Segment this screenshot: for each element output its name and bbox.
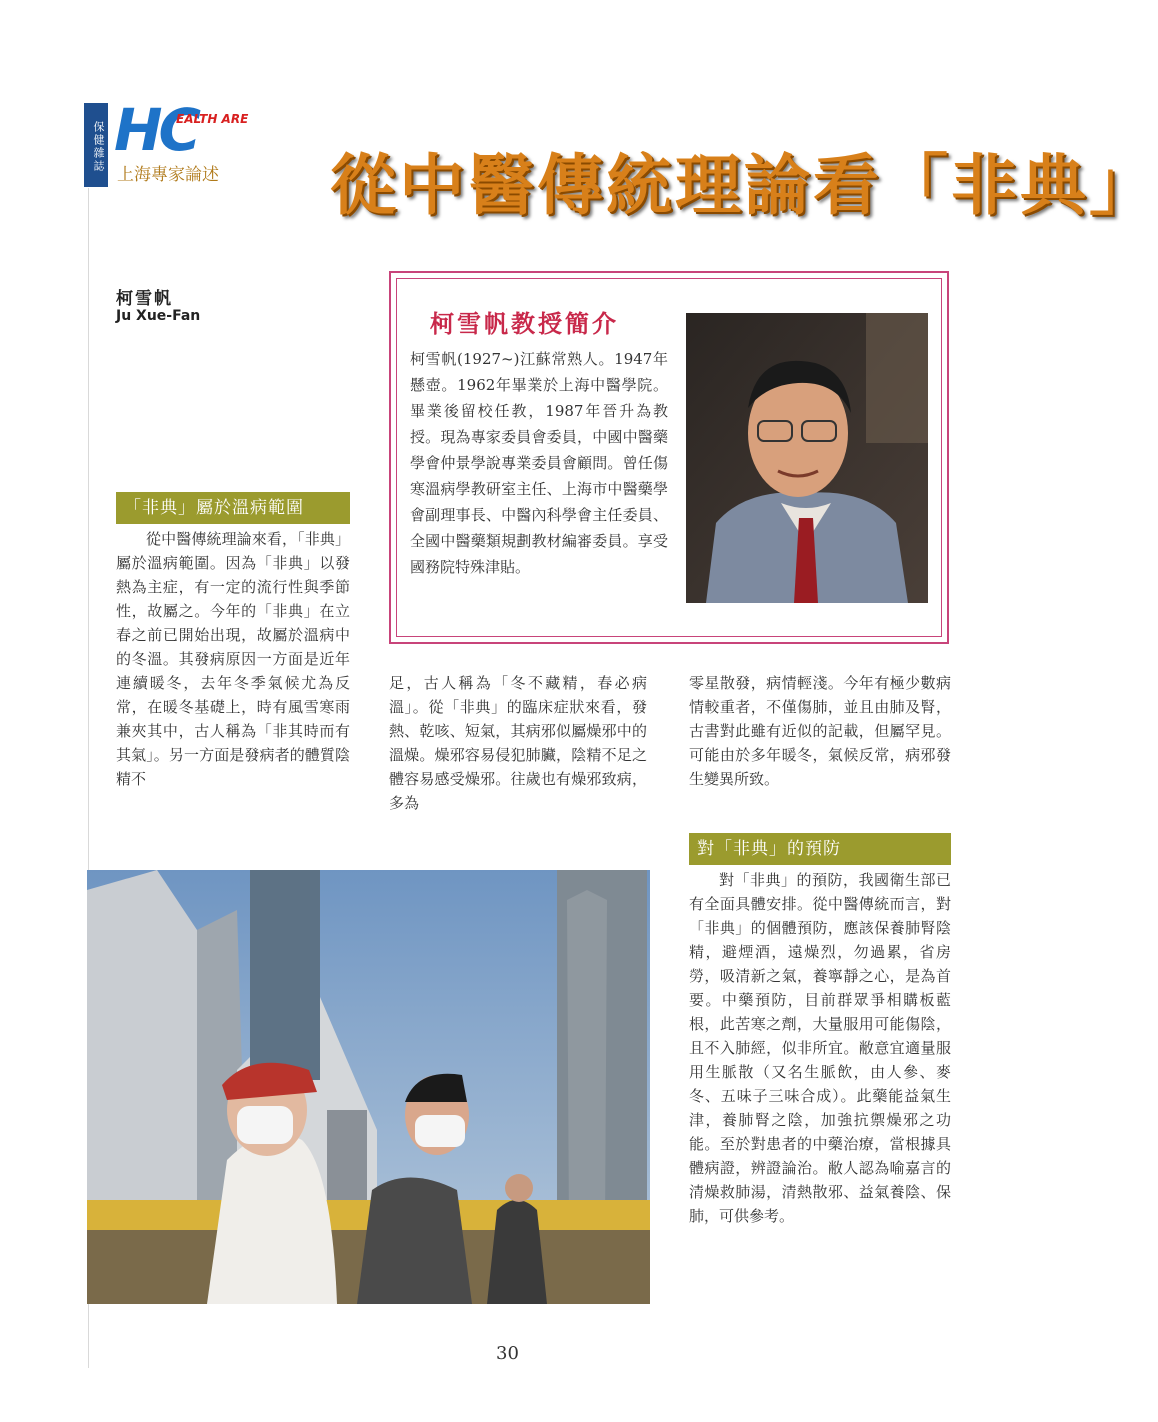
bio-text: 柯雪帆(1927~)江蘇常熟人。1947年懸壺。1962年畢業於上海中醫學院。畢業後留校任教，1987年晉升為教授。現為專家委員會委員，中國中醫藥學會仲景學說專業委員會顧問。曾任傷寒溫病學教研室主任、上海市中醫藥學會副理事長、中醫內科學會主任委員、全國中醫藥類規劃教材編審委員。享受國務院特殊津貼。 <box>410 350 668 576</box>
page-number: 30 <box>496 1343 519 1364</box>
hc-logo-subtext: EALTH ARE <box>176 112 249 126</box>
column-text-2: 足，古人稱為「冬不藏精，春必病溫」。從「非典」的臨床症狀來看，發熱、乾咳、短氣，其病邪似屬燥邪中的溫燥。燥邪容易侵犯肺臟，陰精不足之體容易感受燥邪。往歲也有燥邪致病，多為 <box>389 674 647 812</box>
column-text-4: 對「非典」的預防，我國衛生部已有全面具體安排。從中醫傳統而言，對「非典」的個體預防，應該保養肺腎陰精，避煙酒，遠燥烈，勿過累，省房勞，吸清新之氣，養寧靜之心，是為首要。中藥預防，目前群眾爭相購板藍根，此苦寒之劑，大量服用可能傷陰，且不入肺經，似非所宜。敝意宜適量服用生脈散（又名生脈飲，由人參、麥冬、五味子三味合成）。此藥能益氣生津，養肺腎之陰，加強抗禦燥邪之功能。至於對患者的中藥治療，當根據具體病證，辨證論治。敝人認為喻嘉言的清燥救肺湯，清熱散邪、益氣養陰、保肺，可供參考。 <box>689 871 951 1225</box>
section-heading-warm-disease: 「非典」屬於溫病範圍 <box>116 492 350 524</box>
author-name-en: Ju Xue-Fan <box>116 308 201 324</box>
magazine-sidebar-label: 保健雜誌 <box>84 103 108 187</box>
bio-title: 柯雪帆教授簡介 <box>430 309 619 338</box>
article-title: 從中醫傳統理論看「非典」 <box>330 147 1158 224</box>
hc-logo: HC <box>114 96 198 164</box>
street-photo-masked-pedestrians <box>87 870 650 1304</box>
column-name: 上海專家論述 <box>117 165 219 185</box>
section-heading-prevention: 對「非典」的預防 <box>689 833 951 865</box>
author-name-zh: 柯雪帆 <box>116 289 173 309</box>
column-text-3: 零星散發，病情輕淺。今年有極少數病情較重者，不僅傷肺，並且由肺及腎，古書對此雖有近似的記載，但屬罕見。可能由於多年暖冬，氣候反常，病邪發生變異所致。 <box>689 674 951 788</box>
author-portrait-photo <box>686 313 928 603</box>
column-text-1: 從中醫傳統理論來看，「非典」屬於溫病範圍。因為「非典」以發熱為主症，有一定的流行性與季節性，故屬之。今年的「非典」在立春之前已開始出現，故屬於溫病中的冬溫。其發病原因一方面是近年連續暖冬，去年冬季氣候尤為反常，在暖冬基礎上，時有風雪寒雨兼夾其中，古人稱為「非其時而有其氣」。另一方面是發病者的體質陰精不 <box>116 530 350 788</box>
